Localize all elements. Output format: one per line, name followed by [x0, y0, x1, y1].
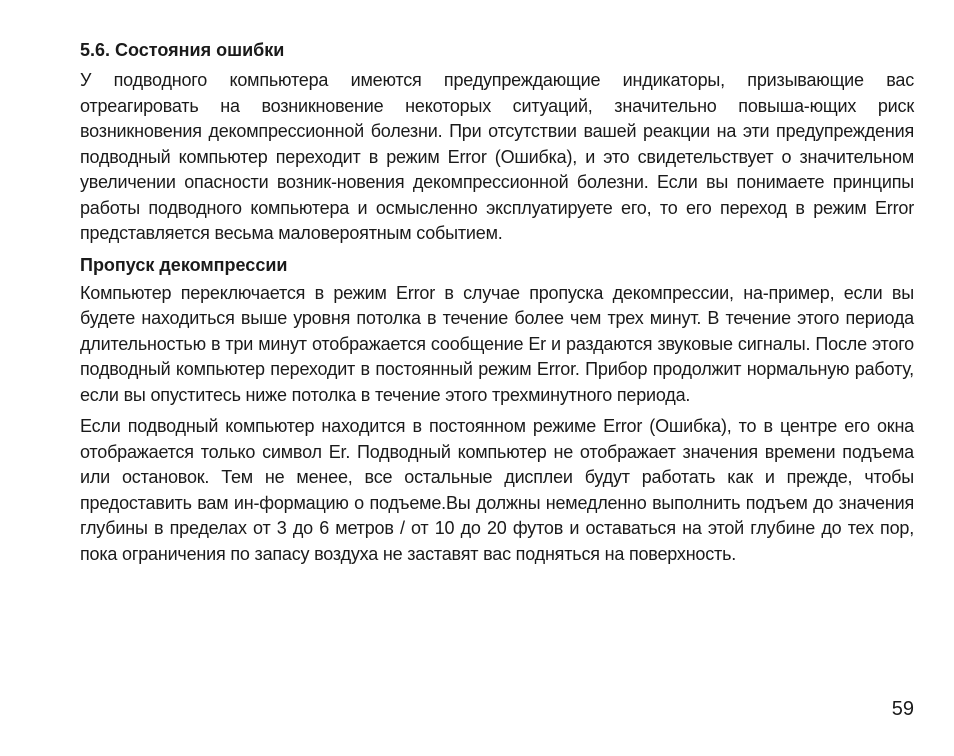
page-number: 59 — [891, 698, 914, 720]
body-paragraph-1: Компьютер переключается в режим Error в случае пропуска декомпрессии, на-пример, если вы будете находиться выше уровня потолка в течение более чем трех минут. В течение этого периода длительностью в три минут отображается сообщение Er и раздаются звуковые сигналы. После этого подводный компьютер переходит в постоянный режим Error. Прибор продолжит нормальную работу, если вы опуститесь ниже потолка в течение этого трехминутного периода. — [80, 282, 914, 405]
subsection-title: Пропуск декомпрессии — [80, 254, 288, 275]
body-paragraph-2: Если подводный компьютер находится в постоянном режиме Error (Ошибка), то в центре его окна отображается только символ Er. Подводный компьютер не отображает значения времени подъема или остановок. Тем не менее, все остальные дисплеи будут работать как и прежде, чтобы предоставить вам ин-формацию о подъеме.Вы должны немедленно выполнить подъем до значения глубины в пределах от 3 до 6 метров / от 10 до 20 футов и оставаться на этой глубине до тех пор, пока ограничения по запасу воздуха не заставят вас подняться на поверхность. — [80, 416, 914, 564]
section-title: 5.6. Состояния ошибки — [80, 40, 285, 60]
intro-paragraph: У подводного компьютера имеются предупреждающие индикаторы, призывающие вас отреагировать на возникновение некоторых ситуаций, значительно повыша-ющих риск возникновения декомпрессионной болезни. При отсутствии вашей реакции на эти предупреждения подводный компьютер переходит в режим Error (Ошибка), и это свидетельствует о значительном увеличении опасности возник-новения декомпрессионной болезни. Если вы понимаете принципы работы подводного компьютера и осмысленно эксплуатируете его, то его переход в режим Error представляется весьма маловероятным событием. — [80, 70, 914, 243]
page-content — [80, 38, 914, 573]
